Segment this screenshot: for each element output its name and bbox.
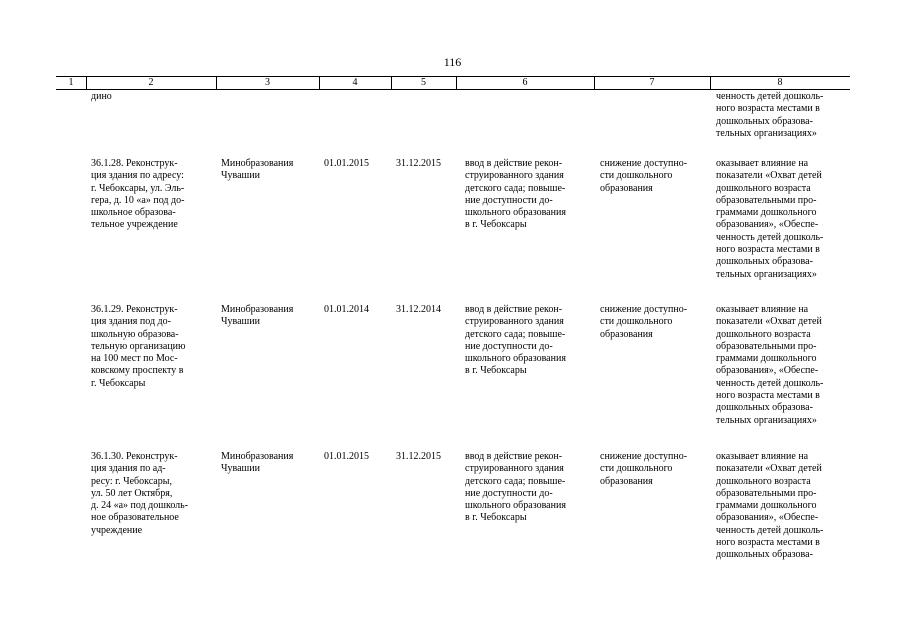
table-header-bottom-rule [56, 89, 850, 90]
text-line: 36.1.30. Реконструк- [91, 451, 178, 462]
text-line: тельных организациях» [716, 127, 817, 139]
text-line: образования [600, 328, 653, 340]
text-line: в г. Чебоксары [465, 219, 527, 231]
text-line: оказывает влияние на [716, 304, 809, 315]
text-line: школьную образова- [91, 328, 179, 340]
text-line: снижение доступно- [600, 158, 688, 169]
impact-cell [716, 158, 848, 281]
text-line: ние доступности до- [465, 487, 553, 499]
consequence-cell [600, 304, 707, 341]
continuation-impact-cell [716, 91, 848, 140]
text-line: ние доступности до- [465, 194, 553, 206]
text-line: граммами дошкольного [716, 353, 817, 365]
text-line: струированного здания [465, 463, 564, 475]
text-line: образовательными про- [716, 487, 817, 499]
executor-cell [221, 451, 317, 476]
text-line: тельное учреждение [91, 219, 178, 231]
text-line: на 100 мест по Мос- [91, 353, 178, 365]
text-line: ул. 50 лет Октября, [91, 487, 173, 499]
executor-cell [221, 158, 317, 183]
text-line: ние доступности до- [465, 340, 553, 352]
text-line: образовательными про- [716, 194, 817, 206]
text-line: ного возраста местами в [716, 103, 820, 115]
expected-result-cell [465, 158, 590, 232]
text-line: дошкольного возраста [716, 328, 811, 340]
text-line: Чувашии [221, 170, 260, 182]
column-header-7: 7 [649, 77, 655, 88]
text-line: Минобразования [221, 158, 294, 169]
text-line: дошкольных образова- [716, 115, 813, 127]
text-line: ное образовательное [91, 512, 179, 524]
column-header-8: 8 [777, 77, 783, 88]
text-line: ченность детей дошколь- [716, 377, 824, 389]
end-date-cell: 31.12.2015 [396, 451, 441, 462]
text-line: граммами дошкольного [716, 500, 817, 512]
text-line: ввод в действие рекон- [465, 451, 563, 462]
text-line: сти дошкольного [600, 170, 673, 182]
text-line: образования», «Обеспе- [716, 365, 819, 377]
executor-cell [221, 304, 317, 329]
text-line: детского сада; повыше- [465, 328, 566, 340]
text-line: снижение доступно- [600, 304, 688, 315]
text-line: Чувашии [221, 463, 260, 475]
text-line: 36.1.29. Реконструк- [91, 304, 178, 315]
text-line: ция здания по ад- [91, 463, 166, 475]
column-header-1: 1 [68, 77, 74, 88]
text-line: ного возраста местами в [716, 537, 820, 549]
text-line: школьного образования [465, 353, 566, 365]
continuation-name-cell [91, 91, 213, 103]
text-line: ковскому проспекту в [91, 365, 184, 377]
text-line: г. Чебоксары [91, 377, 146, 389]
text-line: детского сада; повыше- [465, 475, 566, 487]
expected-result-cell [465, 304, 590, 378]
text-line: образования», «Обеспе- [716, 219, 819, 231]
start-date-cell: 01.01.2015 [324, 158, 369, 169]
text-line: дино [91, 91, 112, 102]
text-line: дошкольного возраста [716, 475, 811, 487]
text-line: показатели «Охват детей [716, 463, 822, 475]
text-line: в г. Чебоксары [465, 512, 527, 524]
text-line: ция здания под до- [91, 316, 171, 328]
text-line: сти дошкольного [600, 463, 673, 475]
text-line: оказывает влияние на [716, 451, 809, 462]
text-line: снижение доступно- [600, 451, 688, 462]
text-line: тельных организациях» [716, 268, 817, 280]
text-line: сти дошкольного [600, 316, 673, 328]
text-line: ресу: г. Чебоксары, [91, 475, 172, 487]
column-header-3: 3 [265, 77, 270, 88]
text-line: гера, д. 10 «а» под до- [91, 194, 185, 206]
text-line: школьного образования [465, 500, 566, 512]
text-line: ция здания по адресу: [91, 170, 184, 182]
start-date-cell: 01.01.2015 [324, 451, 369, 462]
text-line: учреждение [91, 524, 143, 536]
start-date-cell: 01.01.2014 [324, 304, 369, 315]
measure-name-cell [91, 304, 213, 390]
column-header-2: 2 [148, 77, 154, 88]
expected-result-cell [465, 451, 590, 525]
page-number: 116 [443, 55, 462, 69]
measure-name-cell [91, 158, 213, 232]
text-line: Минобразования [221, 304, 294, 315]
text-line: образования», «Обеспе- [716, 512, 819, 524]
text-line: ченность детей дошколь- [716, 524, 824, 536]
measure-name-cell [91, 451, 213, 537]
text-line: дошкольного возраста [716, 182, 811, 194]
text-line: образовательными про- [716, 340, 817, 352]
text-line: детского сада; повыше- [465, 182, 566, 194]
text-line: показатели «Охват детей [716, 170, 822, 182]
text-line: струированного здания [465, 170, 564, 182]
text-line: дошкольных образова- [716, 549, 813, 561]
text-line: ввод в действие рекон- [465, 304, 563, 315]
column-header-4: 4 [352, 77, 358, 88]
text-line: школьное образова- [91, 207, 176, 219]
text-line: образования [600, 475, 653, 487]
text-line: Минобразования [221, 451, 294, 462]
text-line: тельных организациях» [716, 414, 817, 426]
text-line: тельную организацию [91, 340, 186, 352]
text-line: 36.1.28. Реконструк- [91, 158, 178, 169]
impact-cell [716, 304, 848, 427]
consequence-cell [600, 451, 707, 488]
text-line: граммами дошкольного [716, 207, 817, 219]
end-date-cell: 31.12.2015 [396, 158, 441, 169]
text-line: дошкольных образова- [716, 402, 813, 414]
text-line: школьного образования [465, 207, 566, 219]
impact-cell [716, 451, 848, 562]
text-line: в г. Чебоксары [465, 365, 527, 377]
text-line: дошкольных образова- [716, 256, 813, 268]
text-line: Чувашии [221, 316, 260, 328]
consequence-cell [600, 158, 707, 195]
text-line: ного возраста местами в [716, 390, 820, 402]
column-header-5: 5 [421, 77, 426, 88]
text-line: оказывает влияние на [716, 158, 809, 169]
column-header-6: 6 [522, 77, 528, 88]
end-date-cell: 31.12.2014 [396, 304, 441, 315]
text-line: ввод в действие рекон- [465, 158, 563, 169]
text-line: г. Чебоксары, ул. Эль- [91, 182, 185, 194]
text-line: показатели «Охват детей [716, 316, 822, 328]
text-line: ного возраста местами в [716, 244, 820, 256]
text-line: ченность детей дошколь- [716, 231, 824, 243]
text-line: образования [600, 182, 653, 194]
text-line: ченность детей дошколь- [716, 91, 824, 102]
text-line: струированного здания [465, 316, 564, 328]
text-line: д. 24 «а» под дошколь- [91, 500, 189, 512]
